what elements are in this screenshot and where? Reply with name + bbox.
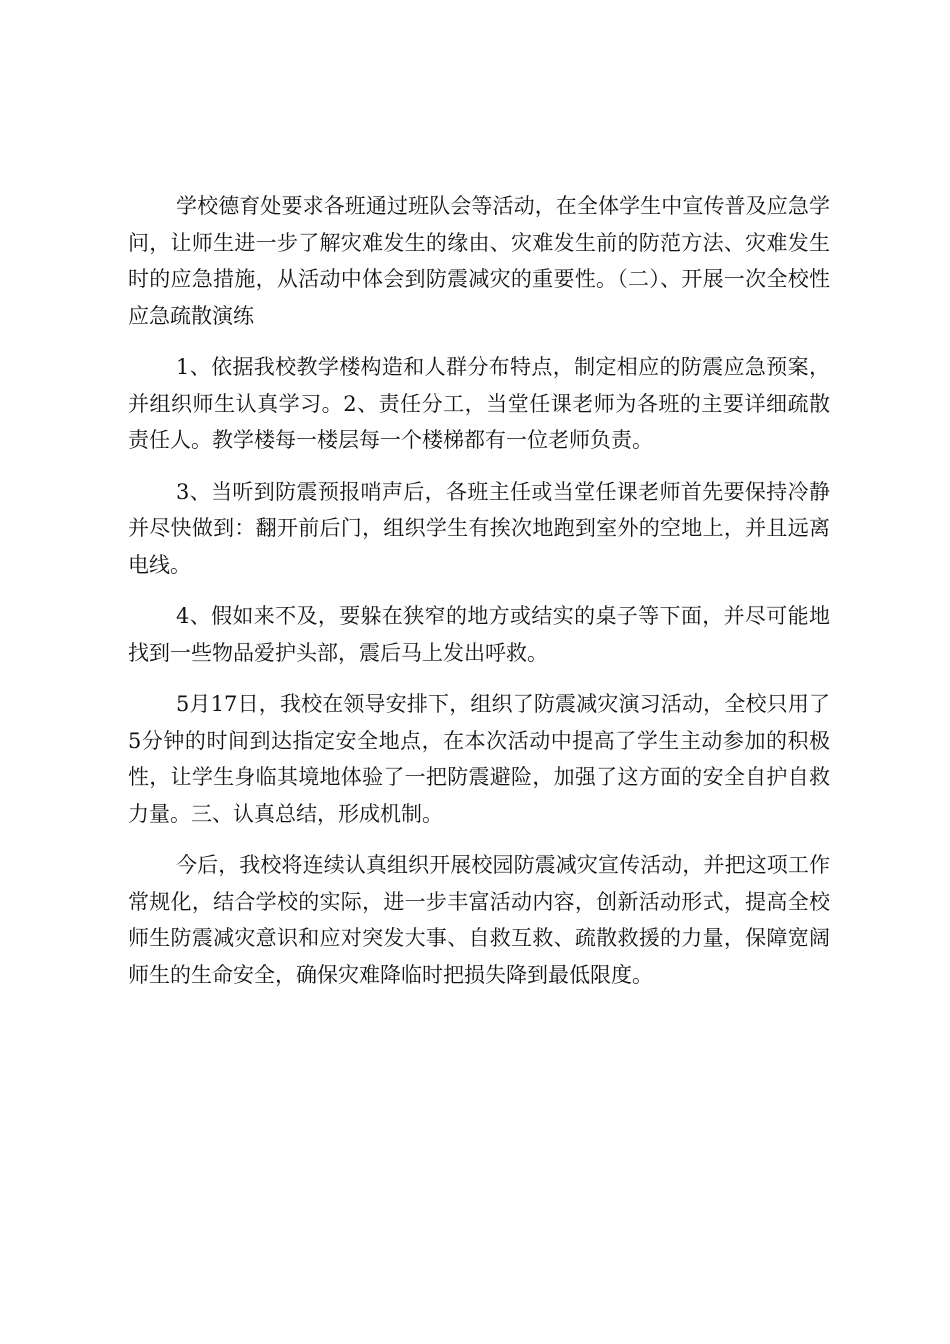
paragraph-shelter: 4、假如来不及，要躲在狭窄的地方或结实的桌子等下面，并尽可能地找到一些物品爱护头部，震后马上发出呼救。 bbox=[128, 604, 830, 665]
paragraph-drill-result: 5月17日，我校在领导安排下，组织了防震减灾演习活动，全校只用了5分钟的时间到达指定安全地点，在本次活动中提高了学生主动参加的积极性，让学生身临其境地体验了一把防震避险，加强了这方面的安全自护自救力量。三、认真总结，形成机制。 bbox=[128, 692, 830, 826]
paragraph-evacuation: 3、当听到防震预报哨声后，各班主任或当堂任课老师首先要保持冷静并尽快做到：翻开前后门，组织学生有挨次地跑到室外的空地上，并且远离电线。 bbox=[128, 479, 830, 577]
paragraph-plan: 1、依据我校教学楼构造和人群分布特点，制定相应的防震应急预案，并组织师生认真学习。2、责任分工，当堂任课老师为各班的主要详细疏散责任人。教学楼每一楼层每一个楼梯都有一位老师负责。 bbox=[128, 355, 830, 452]
document-body bbox=[128, 188, 830, 993]
paragraph-future: 今后，我校将连续认真组织开展校园防震减灾宣传活动，并把这项工作常规化，结合学校的实际，进一步丰富活动内容，创新活动形式，提高全校师生防震减灾意识和应对突发大事、自救互救、疏散救援的力量，保障宽阔师生的生命安全，确保灾难降临时把损失降到最低限度。 bbox=[128, 853, 830, 987]
paragraph-awareness: 学校德育处要求各班通过班队会等活动，在全体学生中宣传普及应急学问，让师生进一步了解灾难发生的缘由、灾难发生前的防范方法、灾难发生时的应急措施，从活动中体会到防震减灾的重要性。（二）、开展一次全校性应急疏散演练 bbox=[128, 194, 830, 328]
